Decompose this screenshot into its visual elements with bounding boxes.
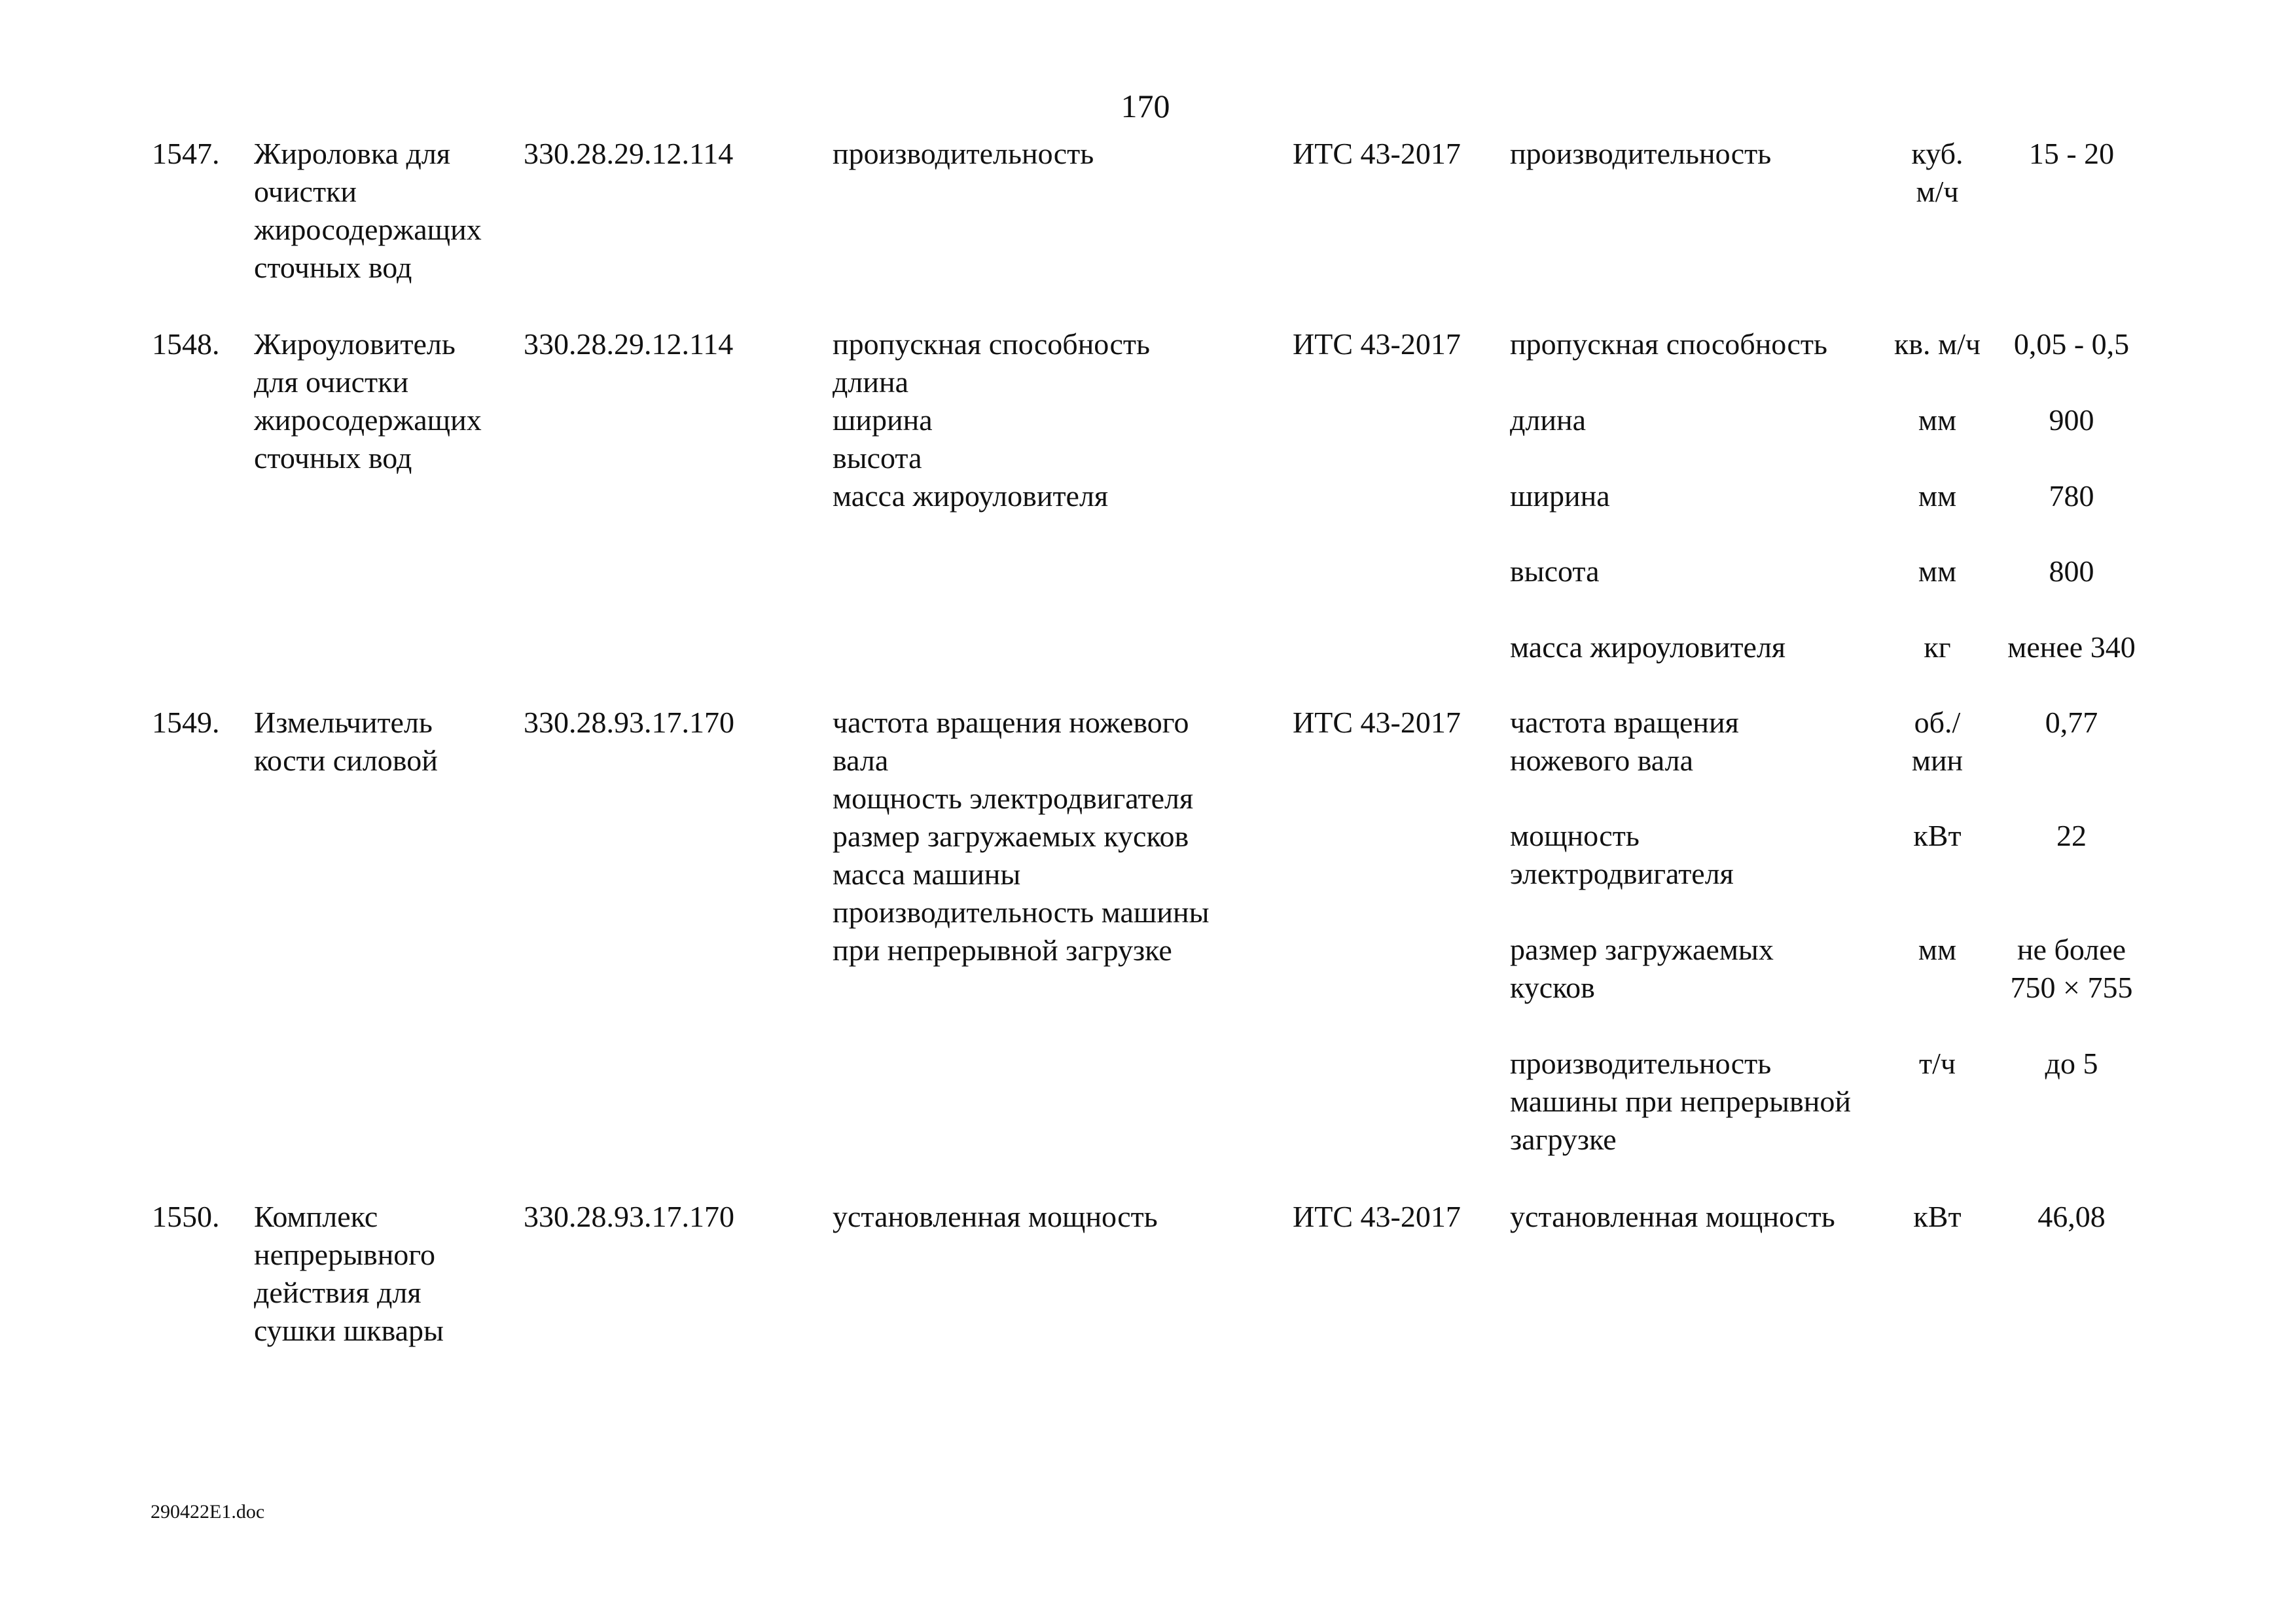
spec-name-line: производительность	[1510, 137, 1772, 170]
spec-value-line: до 5	[2045, 1047, 2098, 1080]
equipment-name-line: сточных вод	[254, 251, 412, 284]
reference-document: ИТС 43-2017	[1293, 1200, 1461, 1233]
spec-value-line: 0,05 - 0,5	[2013, 327, 2130, 361]
okpd-code: 330.28.93.17.170	[524, 1200, 734, 1233]
spec-value	[1990, 628, 2153, 666]
spec-value-line: 750 × 755	[2010, 971, 2133, 1004]
spec-value	[1990, 817, 2153, 855]
parameter-item: производительность машины	[833, 895, 1210, 929]
spec-name	[1510, 817, 1734, 893]
spec-unit-line: кВт	[1913, 819, 1962, 852]
equipment-name-line: действия для	[254, 1276, 422, 1309]
spec-unit-line: кг	[1924, 630, 1951, 664]
spec-name	[1510, 628, 1785, 666]
spec-value	[1990, 477, 2153, 515]
spec-unit-line: куб.	[1911, 137, 1964, 170]
equipment-name-line: жиросодержащих	[254, 403, 482, 437]
spec-name-line: машины при непрерывной	[1510, 1085, 1851, 1118]
spec-unit	[1878, 325, 1996, 363]
parameter-item: частота вращения ножевого	[833, 706, 1189, 739]
spec-value	[1990, 1045, 2153, 1083]
spec-name	[1510, 931, 1774, 1007]
spec-value-line: 22	[2056, 819, 2087, 852]
spec-unit-line: т/ч	[1918, 1047, 1956, 1080]
spec-value-line: не более	[2017, 933, 2126, 966]
spec-name-line: ножевого вала	[1510, 744, 1693, 777]
okpd-code: 330.28.93.17.170	[524, 706, 734, 739]
file-name-footer: 290422E1.doc	[151, 1501, 265, 1523]
spec-name-line: загрузке	[1510, 1123, 1617, 1156]
spec-name-line: установленная мощность	[1510, 1200, 1835, 1233]
spec-unit	[1878, 1045, 1996, 1083]
row-number: 1548.	[152, 327, 220, 361]
spec-value-line: 0,77	[2045, 706, 2098, 739]
spec-value	[1990, 135, 2153, 173]
spec-unit	[1878, 552, 1996, 590]
spec-unit-line: кв. м/ч	[1893, 327, 1981, 361]
spec-name-line: электродвигателя	[1510, 857, 1734, 890]
spec-value	[1990, 704, 2153, 742]
equipment-name-line: Жироуловитель	[254, 327, 456, 361]
spec-unit	[1878, 401, 1996, 439]
spec-value-line: 15 - 20	[2028, 137, 2115, 170]
equipment-name-line: Комплекс	[254, 1200, 378, 1233]
parameter-list	[833, 325, 1150, 515]
parameter-item: размер загружаемых кусков	[833, 820, 1189, 853]
spec-name-line: частота вращения	[1510, 706, 1739, 739]
parameter-item: установленная мощность	[833, 1200, 1158, 1233]
equipment-name	[254, 704, 438, 780]
spec-unit-line: м/ч	[1916, 175, 1959, 208]
spec-unit	[1878, 931, 1996, 969]
spec-value	[1990, 931, 2153, 1007]
spec-unit-line: кВт	[1913, 1200, 1962, 1233]
spec-name-line: длина	[1510, 403, 1587, 437]
spec-unit	[1878, 135, 1996, 211]
parameter-item: вала	[833, 744, 889, 777]
equipment-name-line: Жироловка для	[254, 137, 450, 170]
spec-unit	[1878, 628, 1996, 666]
spec-value	[1990, 401, 2153, 439]
spec-name	[1510, 477, 1610, 515]
parameter-item: при непрерывной загрузке	[833, 933, 1172, 967]
spec-value	[1990, 325, 2153, 363]
equipment-name-line: непрерывного	[254, 1238, 436, 1271]
okpd-code: 330.28.29.12.114	[524, 137, 734, 170]
spec-unit-line: мин	[1911, 744, 1964, 777]
spec-value-line: 900	[2049, 403, 2094, 437]
spec-unit	[1878, 1198, 1996, 1236]
equipment-name-line: сушки шквары	[254, 1314, 444, 1347]
spec-name	[1510, 135, 1771, 173]
parameter-item: высота	[833, 441, 922, 475]
parameter-item: масса машины	[833, 857, 1021, 891]
equipment-name	[254, 1198, 444, 1350]
spec-name-line: кусков	[1510, 971, 1595, 1004]
row-number: 1549.	[152, 706, 220, 739]
spec-unit-line: об./	[1914, 706, 1961, 739]
spec-name	[1510, 401, 1586, 439]
spec-unit-line: мм	[1918, 479, 1957, 513]
spec-name	[1510, 552, 1600, 590]
spec-name-line: мощность	[1510, 819, 1640, 852]
parameter-list	[833, 704, 1210, 969]
spec-value-line: 800	[2049, 554, 2094, 588]
equipment-name-line: Измельчитель	[254, 706, 433, 739]
spec-value-line: 780	[2049, 479, 2094, 513]
parameter-item: масса жироуловителя	[833, 479, 1109, 513]
row-number: 1547.	[152, 137, 220, 170]
row-number: 1550.	[152, 1200, 220, 1233]
spec-unit-line: мм	[1918, 933, 1957, 966]
spec-name-line: масса жироуловителя	[1510, 630, 1786, 664]
equipment-name	[254, 135, 482, 287]
spec-name	[1510, 704, 1739, 780]
spec-unit	[1878, 817, 1996, 855]
spec-unit-line: мм	[1918, 403, 1957, 437]
reference-document: ИТС 43-2017	[1293, 706, 1461, 739]
reference-document: ИТС 43-2017	[1293, 327, 1461, 361]
spec-unit	[1878, 477, 1996, 515]
spec-value	[1990, 552, 2153, 590]
spec-name-line: ширина	[1510, 479, 1610, 513]
spec-value	[1990, 1198, 2153, 1236]
page-number: 170	[1121, 88, 1170, 124]
equipment-name-line: для очистки	[254, 365, 409, 399]
parameter-item: ширина	[833, 403, 933, 437]
reference-document: ИТС 43-2017	[1293, 137, 1461, 170]
spec-name	[1510, 1198, 1835, 1236]
spec-unit-line: мм	[1918, 554, 1957, 588]
spec-name-line: высота	[1510, 554, 1600, 588]
spec-name	[1510, 325, 1827, 363]
equipment-name-line: жиросодержащих	[254, 213, 482, 246]
spec-value-line: 46,08	[2037, 1200, 2106, 1233]
parameter-list	[833, 1198, 1158, 1236]
spec-name-line: производительность	[1510, 1047, 1772, 1080]
parameter-item: производительность	[833, 137, 1094, 170]
parameter-item: мощность электродвигателя	[833, 782, 1194, 815]
okpd-code: 330.28.29.12.114	[524, 327, 734, 361]
equipment-name	[254, 325, 482, 477]
spec-name-line: пропускная способность	[1510, 327, 1827, 361]
equipment-name-line: кости силовой	[254, 744, 438, 777]
equipment-name-line: сточных вод	[254, 441, 412, 475]
parameter-item: длина	[833, 365, 909, 399]
spec-value-line: менее 340	[2007, 630, 2136, 664]
spec-name	[1510, 1045, 1851, 1159]
spec-unit	[1878, 704, 1996, 780]
equipment-name-line: очистки	[254, 175, 357, 208]
parameter-item: пропускная способность	[833, 327, 1150, 361]
parameter-list	[833, 135, 1094, 173]
spec-name-line: размер загружаемых	[1510, 933, 1774, 966]
